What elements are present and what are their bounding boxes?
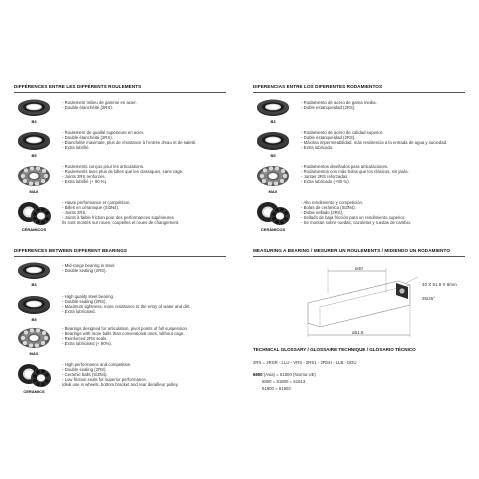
glossary-equivalence: 6800 = 61800 = 61613	[262, 379, 306, 384]
glossary-series-code: 6800	[253, 372, 263, 377]
bearing-code: CERAMICS	[23, 389, 45, 394]
bearing-description	[62, 100, 137, 110]
description-line: - Extra lubricado (+90 %).	[301, 179, 350, 185]
bearing-dimension-diagram	[298, 263, 448, 341]
description-line: - Low friction seals for superior performance.	[62, 377, 148, 383]
description-line: - Extra lubricated (+ 90%).	[62, 341, 113, 347]
bearing-description	[62, 200, 179, 225]
description-line: - Se montan sobre ruedas, cazoletas y ruedas de cambio.	[301, 220, 412, 226]
measuring-title: MEASURING A BEARING / MESURER UN ROULEMENTS / MIDIENDO UN RODAMIENTO	[253, 248, 451, 253]
bearing-description	[301, 200, 411, 225]
bearing-description	[62, 263, 116, 273]
bearing-ceramic-image	[255, 200, 293, 226]
description-line: - Roulements avec plus de billes que les classiques, sans cage.	[62, 169, 184, 175]
dimension-angle: 36/45°	[422, 296, 436, 301]
description-line: - Sellado de baja fricción para un rendimiento superior.	[301, 215, 406, 221]
description-line: - Juntas 2RS reforzadas.	[301, 174, 349, 180]
bearing-code: B3	[31, 282, 37, 287]
description-line: - Rodamientos con más bolas que los clásicos, sin jaula.	[301, 169, 409, 175]
bearing-b3-image	[16, 261, 52, 281]
glossary-equivalence: 61900 = 61903	[262, 386, 291, 391]
description-line: - Bearings designed for articulation, pivot points of full suspension	[62, 326, 187, 331]
bearing-description	[301, 164, 409, 184]
bearing-ceramic-image	[16, 362, 54, 388]
description-line: - Bearings with more balls than conventional ones, without cage.	[62, 331, 185, 337]
dimension-size: 40 X 51.8 X 8mm	[422, 282, 457, 287]
description-line: - Double étanchéité (2RS).	[62, 135, 113, 141]
bearing-description	[62, 164, 183, 184]
bearing-description	[62, 326, 187, 346]
bearing-description	[62, 362, 179, 387]
description-line: - Doble estanqueidad (2RS).	[301, 135, 356, 141]
description-line: - Joints à faible friction pour des performances supérieures.	[62, 215, 175, 221]
description-line: - Bolas de cerámica (Si3N4).	[301, 205, 356, 211]
description-line: - Rodamiento de acero de calidad superior.	[301, 130, 384, 135]
description-line: - Doble estanqueidad (2RS).	[301, 105, 356, 111]
bearing-code: MAX	[268, 189, 278, 194]
bearing-code: B5	[31, 153, 37, 158]
bearing-max-image	[255, 164, 291, 188]
bearing-code: B5	[31, 317, 37, 322]
bearing-code: CERÁMICOS	[260, 227, 286, 232]
description-line: - Haute performance et compétition.	[62, 200, 131, 205]
description-line: - Double sealing (2RS).	[62, 367, 107, 373]
glossary-title: TECHNICAL GLOSSARY / GLOSSAIRE TECHNIQUE / GLOSARIO TÉCNICO	[253, 347, 416, 352]
description-line: - Roulement milieu de gamme en acier.	[62, 100, 137, 105]
description-line: - Double sealing (2RS).	[62, 268, 107, 274]
bearing-code: MAX	[29, 351, 39, 356]
description-line: - Étanchéité maximale, plus de résistance à l'entrée d'eau et de saleté.	[62, 140, 197, 146]
description-line: - Double étanchéité (2RS).	[62, 105, 113, 111]
section-title-fr: DIFFÉRENCES ENTRE LES DIFFÉRENTS ROULEMENTS	[14, 84, 142, 89]
description-line: - Mid-range bearing in steel.	[62, 263, 116, 268]
bearing-description	[62, 294, 190, 314]
bearing-b3-image	[16, 98, 52, 118]
bearing-code: CÉRAMICOS	[21, 227, 47, 232]
description-line: - High performance and competition.	[62, 362, 132, 367]
bearing-b5-image	[16, 294, 52, 316]
glossary-series	[253, 372, 316, 377]
dimension-outer: ø40	[355, 266, 363, 271]
bearing-description	[301, 100, 377, 110]
bearing-max-image	[16, 164, 52, 188]
description-line: - High quality steel bearing.	[62, 294, 115, 299]
section-title-en: DIFFERENCES BETWEEN DIFFERENT BEARINGS	[14, 248, 128, 253]
description-line: - Doble sellado (2RS).	[301, 210, 344, 216]
description-line: - Máxima impermeabilidad, más resistencia a la entrada de agua y suciedad.	[301, 140, 448, 146]
description-line: - Joints 2RS renforcés.	[62, 174, 106, 180]
bearing-b5-image	[16, 130, 52, 152]
description-line: Ideal use in wheels, bottom bracket and rear derailleur pulley.	[62, 382, 179, 388]
title-rule	[14, 92, 226, 93]
bearing-code: B3	[270, 119, 276, 124]
description-line: - Joints 2RS.	[62, 210, 87, 216]
description-line: - Roulement de qualité supérieure en acier.	[62, 130, 145, 135]
bearing-ceramic-image	[16, 200, 54, 226]
description-line: - Extra lubricated.	[62, 309, 96, 315]
description-line: Ils sont montés sur roues, coupelles et roues de changement.	[62, 220, 180, 226]
description-line: - Extra lubrifié (+ 90 %).	[62, 179, 108, 185]
bearing-code: B3	[31, 119, 37, 124]
bearing-description	[62, 130, 196, 150]
description-line: - Double sealing (2RS).	[62, 299, 107, 305]
bearing-b5-image	[255, 130, 291, 152]
bearing-max-image	[16, 326, 52, 350]
description-line: - Billes en céramique (Si3N4).	[62, 205, 120, 211]
bearing-b3-image	[255, 98, 291, 118]
title-rule	[253, 256, 465, 257]
title-rule	[253, 92, 465, 93]
glossary-series-equivalent: (Asia) = 61800 (Norma UE)	[263, 372, 316, 377]
dimension-inner: ø51.8	[352, 330, 364, 335]
description-line: - Extra lubricado.	[301, 145, 334, 151]
bearing-description	[301, 130, 447, 150]
description-line: - Roulements conçus pour les articulations.	[62, 164, 145, 169]
description-line: - Extra lubrifié.	[62, 145, 90, 151]
description-line: - Maximum tightness, more resistance to the entry of water and dirt.	[62, 304, 191, 310]
bearing-code: B5	[270, 153, 276, 158]
description-line: - Ceramic balls (Si3N4).	[62, 372, 108, 378]
description-line: - Rodamiento de acero de gama media.	[301, 100, 377, 105]
glossary-seal-codes: 2RS = 2RSR - LLU - VRS - 2RS1 - 2RSH - LLB - DDU	[253, 360, 357, 365]
description-line: - Alto rendimiento y competición.	[301, 200, 364, 205]
description-line: - Rodamientos diseñados para articulaciones.	[301, 164, 389, 169]
title-rule	[14, 256, 226, 257]
description-line: - Reinforced 2RS seals.	[62, 336, 108, 342]
section-title-es: DIFERENCIAS ENTRE LOS DIFERENTES RODAMIENTOS	[253, 84, 383, 89]
bearing-code: MAX	[29, 189, 39, 194]
